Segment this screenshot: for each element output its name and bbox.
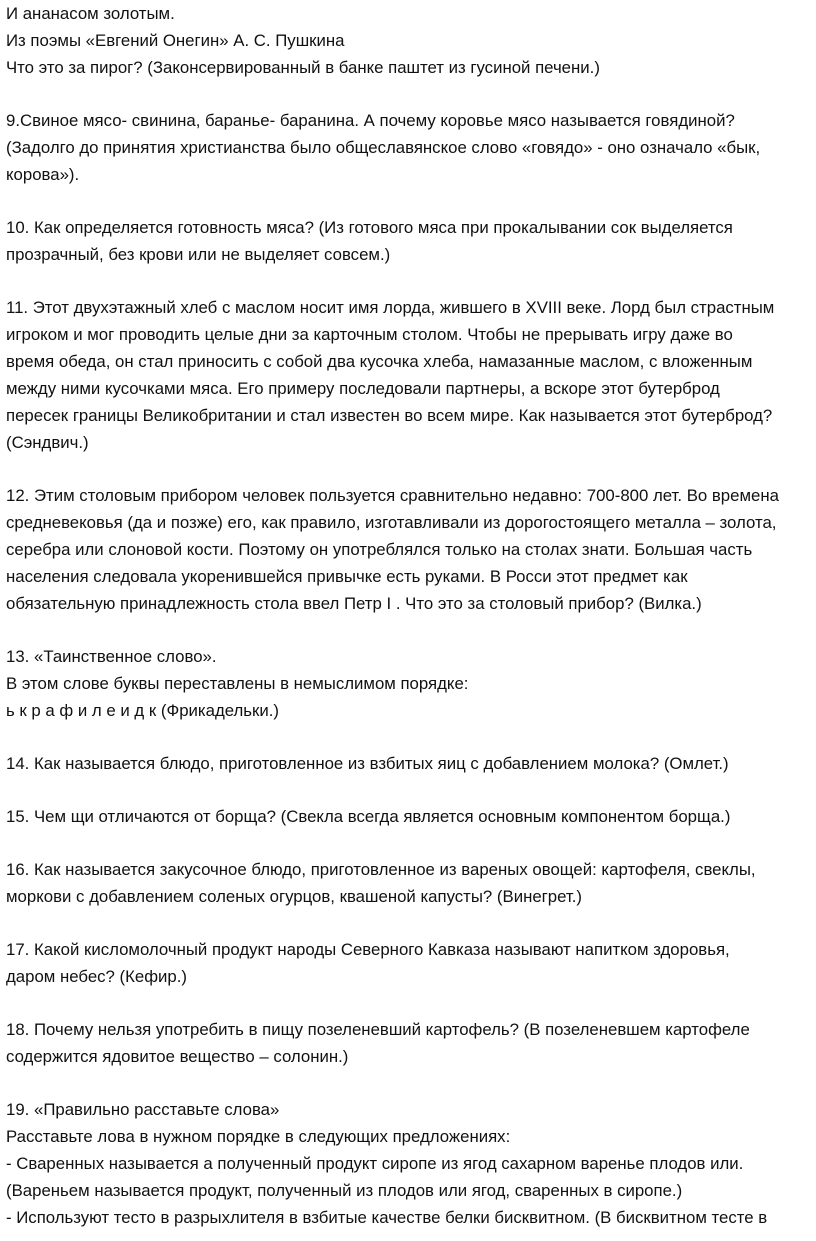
question-11 (6, 294, 816, 456)
paragraph-gap (6, 724, 816, 750)
question-18 (6, 1016, 816, 1070)
text-line: 10. Как определяется готовность мяса? (Из готового мяса при прокалывании сок выделяется (6, 218, 733, 237)
text-line: 14. Как называется блюдо, приготовленное из взбитых яиц с добавлением молока? (Омлет.) (6, 754, 729, 773)
text-line: корова»). (6, 165, 80, 184)
text-line: время обеда, он стал приносить с собой два кусочка хлеба, намазанные маслом, с вложенным (6, 352, 753, 371)
text-line: серебра или слоновой кости. Поэтому он употреблялся только на столах знати. Большая часть (6, 540, 753, 559)
text-line: средневековья (да и позже) его, как правило, изготавливали из дорогостоящего металла – золота, (6, 513, 777, 532)
text-line: 16. Как называется закусочное блюдо, приготовленное из вареных овощей: картофеля, свеклы, (6, 860, 756, 879)
question-14 (6, 750, 816, 777)
text-line: В этом слове буквы переставлены в немыслимом порядке: (6, 674, 469, 693)
text-line: между ними кусочками мяса. Его примеру последовали партнеры, а вскоре этот бутерброд (6, 379, 720, 398)
text-line: 15. Чем щи отличаются от борща? (Свекла всегда является основным компонентом борща.) (6, 807, 731, 826)
text-line: населения следовала укоренившейся привычке есть руками. В Росси этот предмет как (6, 567, 688, 586)
text-line: ь к р а ф и л е и д к (Фрикадельки.) (6, 701, 280, 720)
question-9 (6, 107, 816, 188)
paragraph-gap (6, 268, 816, 294)
question-12 (6, 482, 816, 617)
text-line: 18. Почему нельзя употребить в пищу позеленевший картофель? (В позеленевшем картофеле (6, 1020, 750, 1039)
text-line: - Используют тесто в разрыхлителя в взбитые качестве белки бисквитном. (В бисквитном тесте в (6, 1208, 768, 1227)
paragraph-gap (6, 777, 816, 803)
question-15 (6, 803, 816, 830)
paragraph-gap (6, 617, 816, 643)
text-line: 19. «Правильно расставьте слова» (6, 1100, 280, 1119)
text-line: прозрачный, без крови или не выделяет совсем.) (6, 245, 391, 264)
paragraph-gap (6, 188, 816, 214)
text-line: Что это за пирог? (Законсервированный в банке паштет из гусиной печени.) (6, 58, 600, 77)
intro-block (6, 0, 816, 81)
text-line: 17. Какой кисломолочный продукт народы Северного Кавказа называют напитком здоровья, (6, 940, 730, 959)
question-16 (6, 856, 816, 910)
text-line: Расставьте лова в нужном порядке в следующих предложениях: (6, 1127, 511, 1146)
text-line: (Вареньем называется продукт, полученный из плодов или ягод, сваренных в сиропе.) (6, 1181, 683, 1200)
paragraph-gap (6, 910, 816, 936)
text-line: 9.Свиное мясо- свинина, баранье- баранина. А почему коровье мясо называется говядиной? (6, 111, 735, 130)
text-line: даром небес? (Кефир.) (6, 967, 188, 986)
paragraph-gap (6, 456, 816, 482)
paragraph-gap (6, 1070, 816, 1096)
text-line: - Сваренных называется а полученный продукт сиропе из ягод сахарном варенье плодов или. (6, 1154, 744, 1173)
text-line: пересек границы Великобритании и стал известен во всем мире. Как называется этот бутерброд? (6, 406, 773, 425)
question-19 (6, 1096, 816, 1231)
paragraph-gap (6, 81, 816, 107)
question-13 (6, 643, 816, 724)
text-line: (Задолго до принятия христианства было общеславянское слово «говядо» - оно означало «бык, (6, 138, 761, 157)
text-line: И ананасом золотым. (6, 4, 175, 23)
text-line: содержится ядовитое вещество – солонин.) (6, 1047, 349, 1066)
paragraph-gap (6, 830, 816, 856)
text-line: игроком и мог проводить целые дни за карточным столом. Чтобы не прерывать игру даже во (6, 325, 733, 344)
text-line: моркови с добавлением соленых огурцов, квашеной капусты? (Винегрет.) (6, 887, 582, 906)
text-line: Из поэмы «Евгений Онегин» А. С. Пушкина (6, 31, 345, 50)
text-line: 13. «Таинственное слово». (6, 647, 217, 666)
paragraph-gap (6, 990, 816, 1016)
question-10 (6, 214, 816, 268)
text-line: обязательную принадлежность стола ввел Петр I . Что это за столовый прибор? (Вилка.) (6, 594, 702, 613)
text-line: (Сэндвич.) (6, 433, 89, 452)
text-line: 12. Этим столовым прибором человек пользуется сравнительно недавно: 700-800 лет. Во времена (6, 486, 779, 505)
text-line: 11. Этот двухэтажный хлеб с маслом носит имя лорда, жившего в XVIII веке. Лорд был страстным (6, 298, 775, 317)
question-17 (6, 936, 816, 990)
